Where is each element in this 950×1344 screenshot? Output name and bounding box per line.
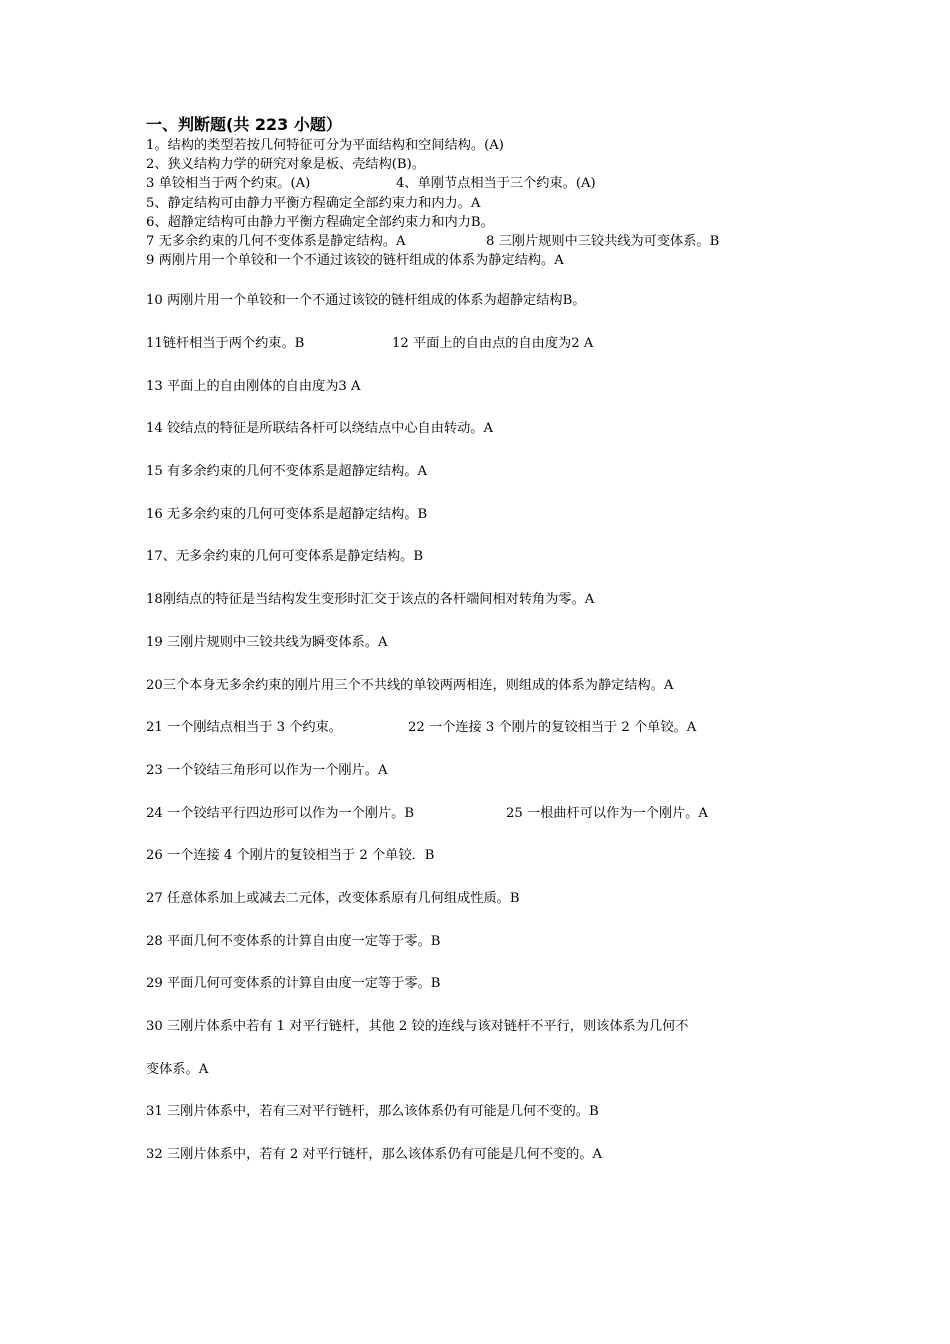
question-line bbox=[146, 579, 826, 622]
question-item: 9 两刚片用一个单铰和一个不通过该铰的链杆组成的体系为静定结构。A bbox=[146, 253, 564, 269]
question-item: 32 三刚片体系中，若有 2 对平行链杆，那么该体系仍有可能是几何不变的。A bbox=[146, 1147, 603, 1163]
question-item: 31 三刚片体系中，若有三对平行链杆，那么该体系仍有可能是几何不变的。B bbox=[146, 1104, 599, 1120]
question-line bbox=[146, 366, 826, 409]
question-line bbox=[146, 494, 826, 537]
question-item: 30 三刚片体系中若有 1 对平行链杆，其他 2 铰的连线与该对链杆不平行，则该体系为几何不 bbox=[146, 1019, 689, 1034]
question-line bbox=[146, 622, 826, 665]
question-line bbox=[146, 878, 826, 921]
question-line bbox=[146, 451, 826, 494]
question-line bbox=[146, 1049, 826, 1092]
question-item: 11链杆相当于两个约束。B bbox=[146, 336, 305, 351]
question-line bbox=[146, 155, 826, 174]
question-line bbox=[146, 323, 826, 366]
question-item: 12 平面上的自由点的自由度为2 A bbox=[392, 336, 594, 351]
question-item: 变体系。A bbox=[146, 1061, 209, 1077]
document-page bbox=[146, 114, 826, 1177]
question-item: 29 平面几何可变体系的计算自由度一定等于零。B bbox=[146, 976, 441, 992]
question-line bbox=[146, 707, 826, 750]
section-heading: 一、判断题(共 223 小题） bbox=[146, 115, 342, 134]
question-line bbox=[146, 232, 826, 251]
question-item: 19 三刚片规则中三铰共线为瞬变体系。A bbox=[146, 634, 388, 650]
question-line bbox=[146, 1006, 826, 1049]
question-item: 26 一个连接 4 个刚片的复铰相当于 2 个单铰．B bbox=[146, 848, 435, 864]
question-item: 28 平面几何不变体系的计算自由度一定等于零。B bbox=[146, 933, 441, 949]
question-item: 17、无多余约束的几何可变体系是静定结构。B bbox=[146, 549, 424, 565]
question-line bbox=[146, 408, 826, 451]
question-item: 6、超静定结构可由静力平衡方程确定全部约束力和内力B。 bbox=[146, 214, 494, 230]
question-item: 10 两刚片用一个单铰和一个不通过该铰的链杆组成的体系为超静定结构B。 bbox=[146, 293, 586, 309]
question-line bbox=[146, 1091, 826, 1134]
question-block-spaced bbox=[146, 280, 826, 1176]
question-item: 22 一个连接 3 个刚片的复铰相当于 2 个单铰。A bbox=[408, 720, 697, 736]
question-item: 3 单铰相当于两个约束。(A) bbox=[146, 176, 311, 192]
question-line bbox=[146, 280, 826, 323]
question-item: 8 三刚片规则中三铰共线为可变体系。B bbox=[486, 233, 720, 249]
question-item: 23 一个铰结三角形可以作为一个刚片。A bbox=[146, 762, 388, 778]
question-line bbox=[146, 536, 826, 579]
question-line bbox=[146, 921, 826, 964]
question-block-compact bbox=[146, 136, 826, 270]
question-line bbox=[146, 194, 826, 213]
question-line bbox=[146, 174, 826, 193]
question-item: 24 一个铰结平行四边形可以作为一个刚片。B bbox=[146, 805, 415, 821]
question-item: 18刚结点的特征是当结构发生变形时汇交于该点的各杆端间相对转角为零。A bbox=[146, 592, 595, 608]
question-item: 13 平面上的自由刚体的自由度为3 A bbox=[146, 378, 361, 394]
question-line bbox=[146, 213, 826, 232]
question-item: 4、单刚节点相当于三个约束。(A) bbox=[396, 176, 596, 192]
question-line bbox=[146, 835, 826, 878]
question-item: 21 一个刚结点相当于 3 个约束。 bbox=[146, 720, 342, 736]
question-item: 5、静定结构可由静力平衡方程确定全部约束力和内力。A bbox=[146, 195, 481, 211]
question-line bbox=[146, 251, 826, 270]
question-item: 14 铰结点的特征是所联结各杆可以绕结点中心自由转动。A bbox=[146, 421, 493, 437]
question-item: 25 一根曲杆可以作为一个刚片。A bbox=[506, 805, 708, 821]
question-item: 2、狭义结构力学的研究对象是板、壳结构(B)。 bbox=[146, 157, 425, 173]
question-line bbox=[146, 963, 826, 1006]
question-line bbox=[146, 793, 826, 836]
question-line bbox=[146, 665, 826, 708]
question-line bbox=[146, 750, 826, 793]
question-item: 27 任意体系加上或减去二元体，改变体系原有几何组成性质。B bbox=[146, 890, 520, 906]
question-line bbox=[146, 136, 826, 155]
question-line bbox=[146, 1134, 826, 1177]
question-item: 20三个本身无多余约束的刚片用三个不共线的单铰两两相连，则组成的体系为静定结构。A bbox=[146, 677, 674, 693]
question-item: 16 无多余约束的几何可变体系是超静定结构。B bbox=[146, 506, 428, 522]
question-item: 7 无多余约束的几何不变体系是静定结构。A bbox=[146, 233, 406, 249]
question-item: 1。结构的类型若按几何特征可分为平面结构和空间结构。(A) bbox=[146, 138, 504, 153]
question-item: 15 有多余约束的几何不变体系是超静定结构。A bbox=[146, 464, 428, 480]
